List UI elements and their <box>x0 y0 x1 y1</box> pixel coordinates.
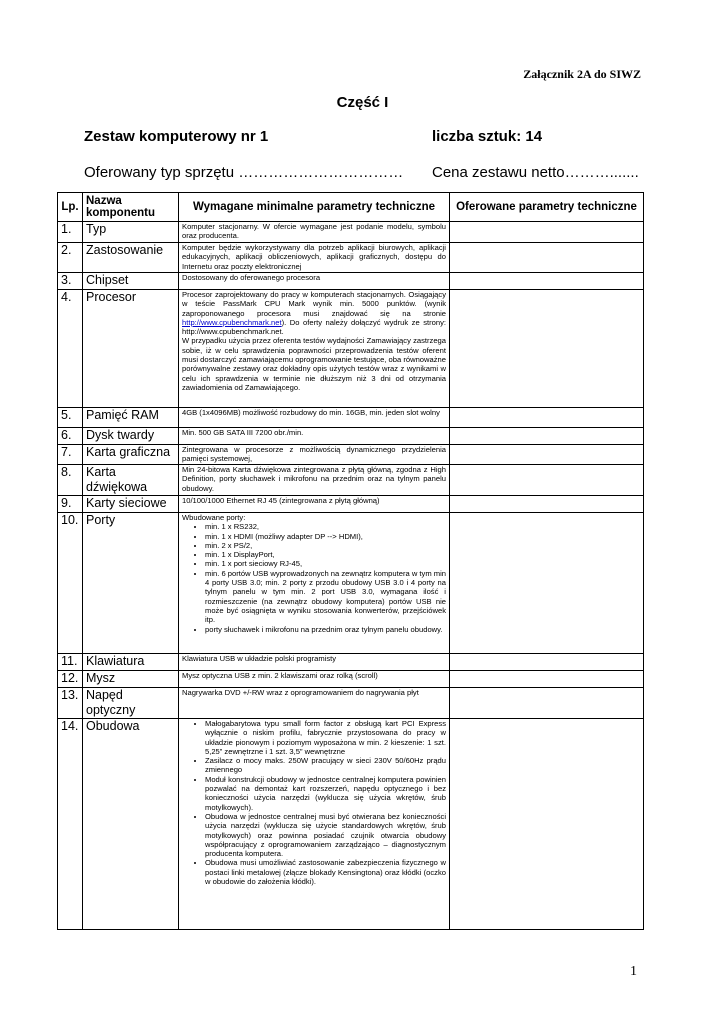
price-field: Cena zestawu netto………....... <box>432 164 639 181</box>
table-row <box>58 445 644 465</box>
row-number: 6. <box>58 428 83 445</box>
offered-cell[interactable] <box>450 290 644 408</box>
table-row <box>58 719 644 930</box>
list-item: • min. 1 x HDMI (możliwy adapter DP --> HDMI), <box>205 532 446 541</box>
table-row <box>58 465 644 496</box>
component-name: Pamięć RAM <box>83 408 179 428</box>
offered-cell[interactable] <box>450 222 644 243</box>
requirement-text: Min 24-bitowa Karta dźwiękowa zintegrowana z płytą główną, zgodna z High Definition, porty słuchawek i mikrofonu na przednim oraz na tylnym panelu obudowy. <box>179 465 450 496</box>
header-component-name: Nazwa komponentu <box>83 193 179 222</box>
component-name: Typ <box>83 222 179 243</box>
offered-type-field: Oferowany typ sprzętu …………………………… <box>84 164 404 181</box>
table-row <box>58 428 644 445</box>
table-row <box>58 496 644 513</box>
requirement-text: Procesor zaprojektowany do pracy w komputerach stacjonarnych. Osiągający w teście PassMark CPU Mark wynik min. 5000 punktów. (wynik zaproponowanego procesora musi znajdować się na stronie http://www.cpubenchmark.net). Do oferty należy dołączyć wydruk ze strony: http://www.cpubenchmark.net. W przypadku użycia przez oferenta testów wydajności Zamawiający zastrzega sobie, iż w celu sprawdzenia poprawności przeprowadzenia testów oferent musi dostarczyć zamawiającemu oprogramowanie testujące, oba równoważne porównywalne zestawy oraz dokładny opis użytych testów wraz z wynikami w celu ich sprawdzenia w terminie nie dłuższym niż 3 dni od otrzymania zawiadomienia od Zamawiającego. <box>179 290 450 408</box>
offered-cell[interactable] <box>450 688 644 719</box>
offered-cell[interactable] <box>450 496 644 513</box>
offered-cell[interactable] <box>450 408 644 428</box>
annex-label: Załącznik 2A do SIWZ <box>523 67 641 81</box>
row-number: 4. <box>58 290 83 408</box>
header-requirements: Wymagane minimalne parametry techniczne <box>179 193 450 222</box>
list-item: • Moduł konstrukcji obudowy w jednostce centralnej komputera powinien pozwalać na demontaż kart rozszerzeń, napędu optycznego i bez konieczności użycia narzędzi (wyklucza się użycia wkrętów, śrub motylkowych). <box>205 775 446 812</box>
row-number: 2. <box>58 243 83 273</box>
component-name: Dysk twardy <box>83 428 179 445</box>
table-row <box>58 273 644 290</box>
offered-cell[interactable] <box>450 445 644 465</box>
offered-cell[interactable] <box>450 243 644 273</box>
row-number: 14. <box>58 719 83 930</box>
component-name: Napęd optyczny <box>83 688 179 719</box>
row-number: 7. <box>58 445 83 465</box>
offered-cell[interactable] <box>450 428 644 445</box>
table-row <box>58 654 644 671</box>
spec-table <box>57 192 644 930</box>
quantity-label: liczba sztuk: 14 <box>432 128 543 145</box>
offered-cell[interactable] <box>450 671 644 688</box>
requirement-text: Dostosowany do oferowanego procesora <box>179 273 450 290</box>
component-name: Mysz <box>83 671 179 688</box>
offered-cell[interactable] <box>450 719 644 930</box>
component-name: Karty sieciowe <box>83 496 179 513</box>
requirement-text <box>179 719 450 930</box>
offered-cell[interactable] <box>450 654 644 671</box>
component-name: Obudowa <box>83 719 179 930</box>
row-number: 5. <box>58 408 83 428</box>
requirement-text: Min. 500 GB SATA III 7200 obr./min. <box>179 428 450 445</box>
table-row <box>58 222 644 243</box>
requirement-text: Zintegrowana w procesorze z możliwością dynamicznego przydzielenia pamięci systemowej, <box>179 445 450 465</box>
requirement-text: Klawiatura USB w układzie polski programisty <box>179 654 450 671</box>
list-item: • Małogabarytowa typu small form factor z obsługą kart PCI Express wyłącznie o niskim profilu, fabrycznie przystosowana do pracy w układzie pionowym i poziomym wyposażona w min. 2 kieszenie: 1 szt. 5,25” zewnętrzne i 1 szt. 3,5” wewnętrzne <box>205 719 446 756</box>
table-row <box>58 290 644 408</box>
part-title: Część I <box>336 94 389 111</box>
table-row <box>58 408 644 428</box>
component-name: Klawiatura <box>83 654 179 671</box>
ports-intro: Wbudowane porty: <box>182 513 246 522</box>
offered-cell[interactable] <box>450 513 644 654</box>
ports-list <box>182 522 446 634</box>
row-number: 3. <box>58 273 83 290</box>
list-item: • min. 1 x RS232, <box>205 522 446 531</box>
component-name: Karta graficzna <box>83 445 179 465</box>
requirement-text: Nagrywarka DVD +/-RW wraz z oprogramowaniem do nagrywania płyt <box>179 688 450 719</box>
table-row <box>58 243 644 273</box>
set-title: Zestaw komputerowy nr 1 <box>84 128 269 145</box>
page-number: 1 <box>630 964 637 979</box>
requirement-text: 4GB (1x4096MB) możliwość rozbudowy do min. 16GB, min. jeden slot wolny <box>179 408 450 428</box>
header-offered-params: Oferowane parametry techniczne <box>450 193 644 222</box>
list-item: • Obudowa w jednostce centralnej musi być otwierana bez konieczności użycia narzędzi (wyklucza się użycie standardowych wkrętów, śrub motylkowych) oraz powinna posiadać czujnik otwarcia obudowy współpracujący z oprogramowaniem zarządzająco – diagnostycznym producenta komputera. <box>205 812 446 858</box>
row-number: 1. <box>58 222 83 243</box>
header-lp: Lp. <box>58 193 83 222</box>
requirement-text: Mysz optyczna USB z min. 2 klawiszami oraz rolką (scroll) <box>179 671 450 688</box>
row-number: 11. <box>58 654 83 671</box>
table-row <box>58 671 644 688</box>
row-number: 9. <box>58 496 83 513</box>
row-number: 13. <box>58 688 83 719</box>
requirement-text: Komputer będzie wykorzystywany dla potrzeb aplikacji biurowych, aplikacji edukacyjnych, aplikacji obliczeniowych, aplikacji graficznych, dostępu do Internetu oraz poczty elektronicznej <box>179 243 450 273</box>
list-item: • porty słuchawek i mikrofonu na przednim oraz tylnym panelu obudowy. <box>205 625 446 634</box>
list-item: • min. 2 x PS/2, <box>205 541 446 550</box>
offered-cell[interactable] <box>450 273 644 290</box>
component-name: Porty <box>83 513 179 654</box>
component-name: Zastosowanie <box>83 243 179 273</box>
component-name: Procesor <box>83 290 179 408</box>
table-header-row <box>58 193 644 222</box>
row-number: 8. <box>58 465 83 496</box>
offered-cell[interactable] <box>450 465 644 496</box>
list-item: • Zasilacz o mocy maks. 250W pracujący w sieci 230V 50/60Hz prądu zmiennego <box>205 756 446 775</box>
table-row <box>58 688 644 719</box>
list-item: • min. 1 x port sieciowy RJ-45, <box>205 559 446 568</box>
requirement-text: 10/100/1000 Ethernet RJ 45 (zintegrowana z płytą główną) <box>179 496 450 513</box>
row-number: 12. <box>58 671 83 688</box>
list-item: • min. 6 portów USB wyprowadzonych na zewnątrz komputera w tym min 4 porty USB 3.0; min. 2 porty z przodu obudowy USB 3.0 i 4 porty na tylnym panelu w tym min. 2 port USB 3.0, wymagana ilość i rozmieszczenie (na zewnątrz obudowy komputera) portów USB nie może być osiągnięta w wyniku stosowania konwerterów, przejściówek itp. <box>205 569 446 625</box>
requirement-text: Komputer stacjonarny. W ofercie wymagane jest podanie modelu, symbolu oraz producenta. <box>179 222 450 243</box>
requirement-text <box>179 513 450 654</box>
table-row <box>58 513 644 654</box>
list-item: • Obudowa musi umożliwiać zastosowanie zabezpieczenia fizycznego w postaci linki metalowej (złącze blokady Kensingtona) oraz kłódki (oczko w obudowie do założenia kłódki). <box>205 858 446 886</box>
cpubenchmark-link[interactable]: http://www.cpubenchmark.net <box>182 317 282 327</box>
component-name: Karta dźwiękowa <box>83 465 179 496</box>
row-number: 10. <box>58 513 83 654</box>
component-name: Chipset <box>83 273 179 290</box>
list-item: • min. 1 x DisplayPort, <box>205 550 446 559</box>
case-list <box>182 719 446 886</box>
